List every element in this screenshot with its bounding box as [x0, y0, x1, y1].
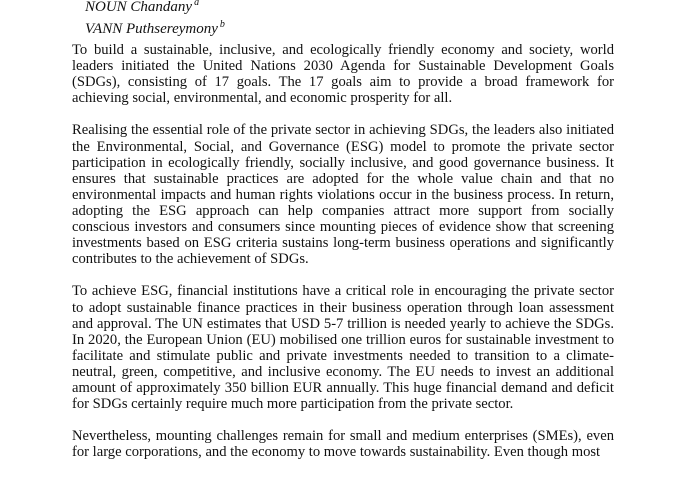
paragraph-esg-model: Realising the essential role of the private sector in achieving SDGs, the leaders also initiated the Environmental, Social, and Governance (ESG) model to promote the private sector participation in ecologically friendly, socially inclusive, and good governance business. It ensures that sustainable practices are adopted for the whole value chain and that no environmental impacts and human rights violations occur in the business process. In return, adopting the ESG approach can help companies attract more support from socially conscious investors and consumers since mounting pieces of evidence show that screening investments based on ESG criteria sustains long-term business operations and significantly contributes to the achievement of SDGs. — [72, 122, 614, 268]
affiliation-mark: a — [194, 0, 200, 8]
author-name: NOUN Chandany — [85, 0, 193, 15]
author-2 — [85, 16, 225, 38]
affiliation-mark: b — [219, 19, 225, 30]
paragraph-financial-institutions: To achieve ESG, financial institutions have a critical role in encouraging the private sector to adopt sustainable finance practices in their business operation through loan assessment and approval. The UN estimates that USD 5-7 trillion is needed yearly to achieve the SDGs. In 2020, the European Union (EU) mobilised one trillion euros for sustainable investment to facilitate and stimulate public and private investments needed to transition to a climate-neutral, green, competitive, and inclusive economy. The EU needs to invest an additional amount of approximately 350 billion EUR annually. This huge financial demand and deficit for SDGs certainly require much more participation from the private sector. — [72, 283, 614, 413]
author-1 — [85, 0, 225, 16]
author-name: VANN Puthsereymony — [85, 21, 218, 37]
author-list — [85, 0, 225, 38]
paragraph-sme-challenges: Nevertheless, mounting challenges remain for small and medium enterprises (SMEs), even for large corporations, and the economy to move towards sustainability. Even though most — [72, 428, 614, 461]
paragraph-sdgs-intro: To build a sustainable, inclusive, and ecologically friendly economy and society, world leaders initiated the United Nations 2030 Agenda for Sustainable Development Goals (SDGs), consisting of 17 goals. The 17 goals aim to provide a broad framework for achieving social, environmental, and economic prosperity for all. — [72, 42, 614, 107]
body-text — [72, 42, 614, 477]
